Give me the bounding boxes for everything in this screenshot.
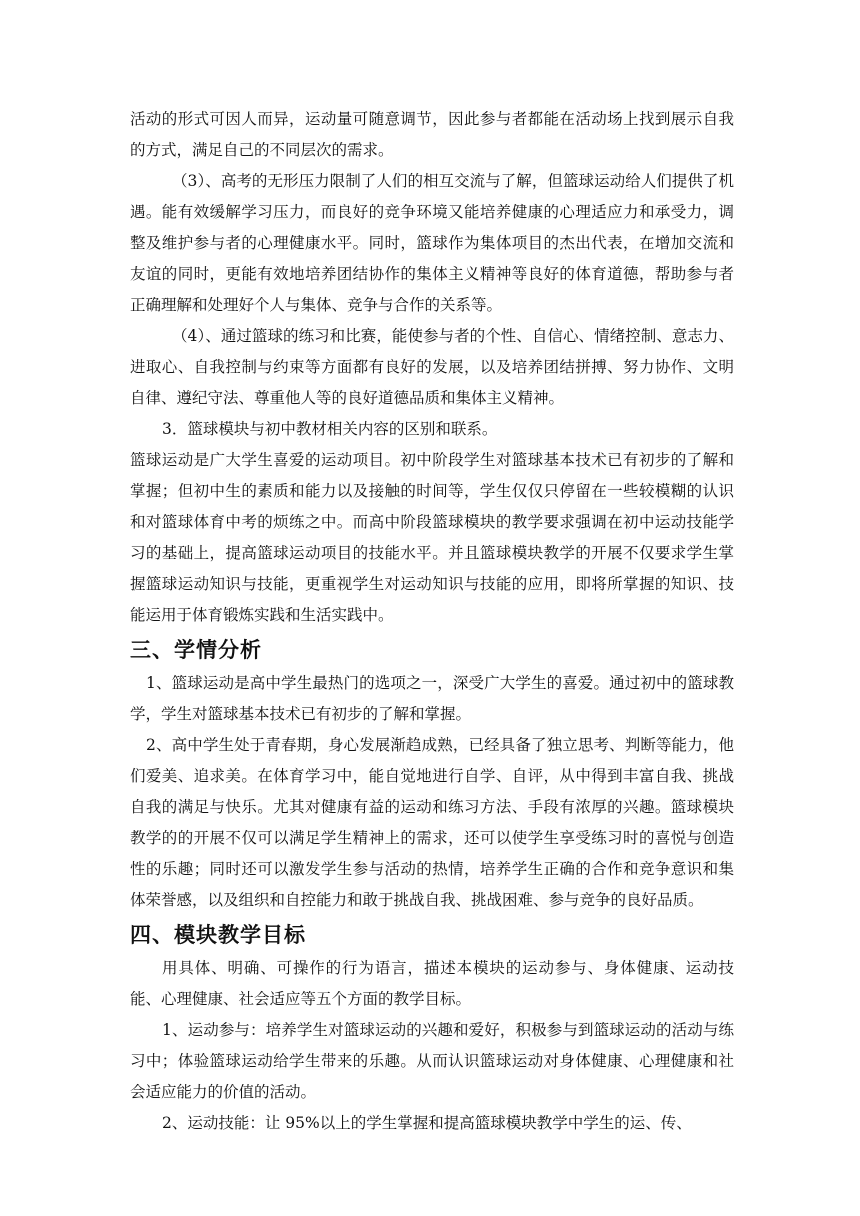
section-3-title: 3．篮球模块与初中教材相关内容的区别和联系。 <box>162 420 498 438</box>
paragraph-section-3-body: 篮球运动是广大学生喜爱的运动项目。初中阶段学生对篮球基本技术已有初步的了解和掌握；但初中生的素质和能力以及接触的时间等，学生仅仅只停留在一些较模糊的认识和对篮球体育中考的烦练之中。而高中阶段篮球模块的教学要求强调在初中运动技能学习的基础上，提高篮球运动项目的技能水平。并且篮球模块教学的开展不仅要求学生掌握篮球运动知识与技能，更重视学生对运动知识与技能的应用，即将所掌握的知识、技能运用于体育锻炼实践和生活实践中。 <box>130 451 734 624</box>
paragraph-student-1: 1、篮球运动是高中学生最热门的选项之一，深受广大学生的喜爱。通过初中的篮球教学，学生对篮球基本技术已有初步的了解和掌握。 <box>130 674 734 723</box>
paragraph-goal-intro: 用具体、明确、可操作的行为语言，描述本模块的运动参与、身体健康、运动技能、心理健康、社会适应等五个方面的教学目标。 <box>130 959 734 1008</box>
paragraph-goal-1: 1、运动参与：培养学生对篮球运动的兴趣和爱好，积极参与到篮球运动的活动与练习中；体验篮球运动给学生带来的乐趣。从而认识篮球运动对身体健康、心理健康和社会适应能力的价值的活动。 <box>130 1021 734 1101</box>
paragraph-goal-2: 2、运动技能：让 95%以上的学生掌握和提高篮球模块教学中学生的运、传、 <box>162 1114 692 1132</box>
paragraph-intro: 活动的形式可因人而异，运动量可随意调节，因此参与者都能在活动场上找到展示自我的方式，满足自己的不同层次的需求。 <box>130 110 734 159</box>
heading-module-goals: 四、模块教学目标 <box>130 923 306 947</box>
paragraph-point-3: （3）、高考的无形压力限制了人们的相互交流与了解，但篮球运动给人们提供了机遇。能有效缓解学习压力，而良好的竞争环境又能培养健康的心理适应力和承受力，调整及维护参与者的心理健康水平。同时，篮球作为集体项目的杰出代表，在增加交流和友谊的同时，更能有效地培养团结协作的集体主义精神等良好的体育道德，帮助参与者正确理解和处理好个人与集体、竞争与合作的关系等。 <box>130 172 734 314</box>
paragraph-point-4: （4）、通过篮球的练习和比赛，能使参与者的个性、自信心、情绪控制、意志力、进取心、自我控制与约束等方面都有良好的发展，以及培养团结拼搏、努力协作、文明自律、遵纪守法、尊重他人等的良好道德品质和集体主义精神。 <box>130 327 734 407</box>
heading-student-analysis: 三、学情分析 <box>130 638 262 662</box>
paragraph-student-2: 2、高中学生处于青春期，身心发展渐趋成熟，已经具备了独立思考、判断等能力，他们爱美、追求美。在体育学习中，能自觉地进行自学、自评，从中得到丰富自我、挑战自我的满足与快乐。尤其对健康有益的运动和练习方法、手段有浓厚的兴趣。篮球模块教学的的开展不仅可以满足学生精神上的需求，还可以使学生享受练习时的喜悦与创造性的乐趣；同时还可以激发学生参与活动的热情，培养学生正确的合作和竞争意识和集体荣誉感，以及组织和自控能力和敢于挑战自我、挑战困难、参与竞争的良好品质。 <box>130 736 734 909</box>
document-body <box>130 104 734 1139</box>
